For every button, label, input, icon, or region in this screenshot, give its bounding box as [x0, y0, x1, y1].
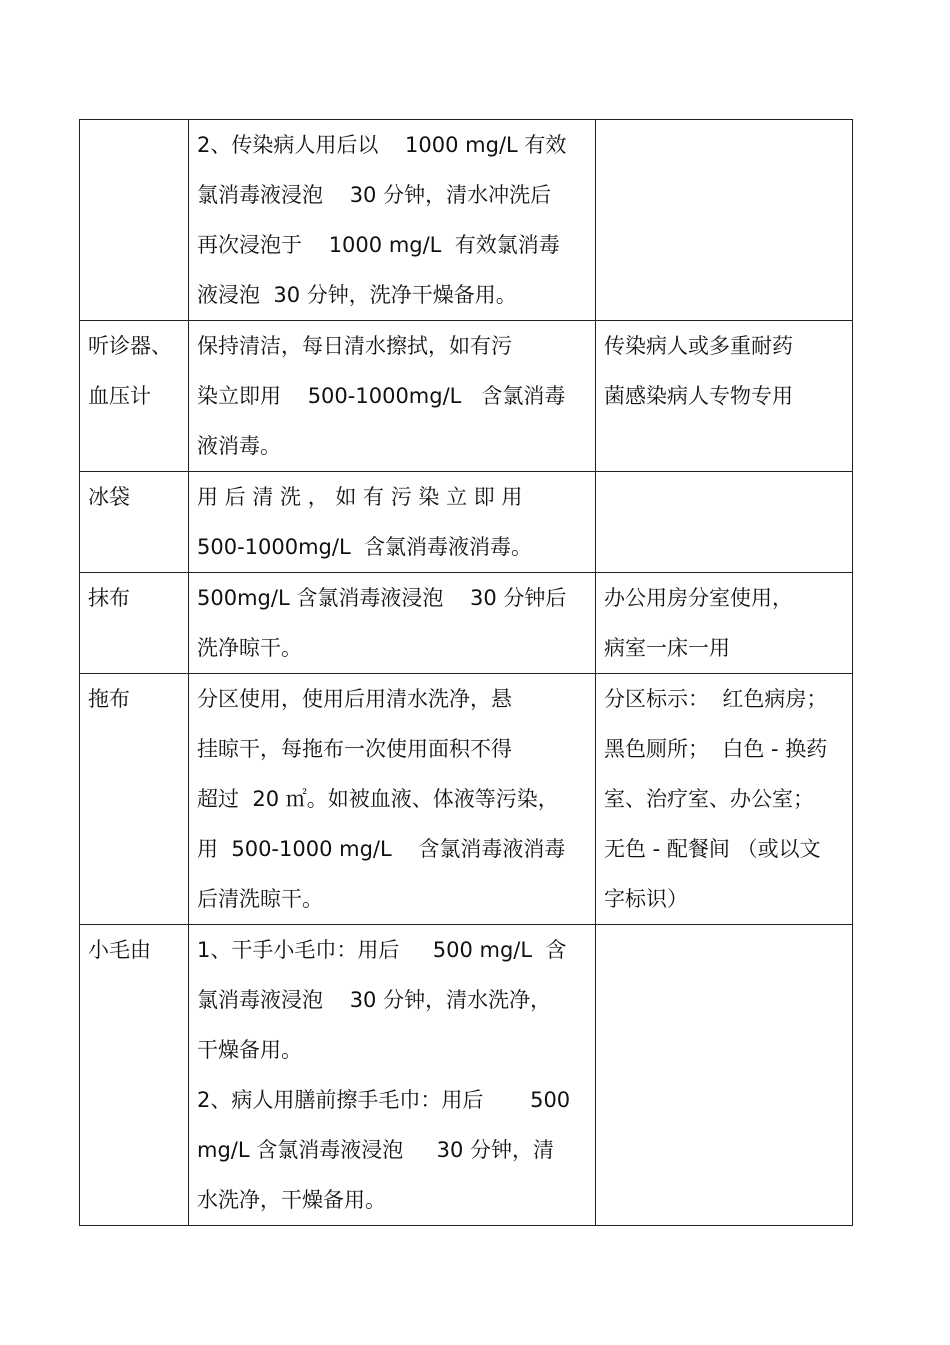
cell-text-line: 挂晾干，每拖布一次使用面积不得: [197, 737, 512, 761]
cell-text-line: 分区标示： 红色病房；: [604, 687, 828, 711]
cell-text-line: 2、传染病人用后以 1000 mg/L 有效: [197, 133, 567, 157]
note-cell: [596, 674, 853, 925]
table-row: [80, 674, 853, 925]
cell-text-line: 500mg/L 含氯消毒液浸泡 30 分钟后: [197, 586, 567, 610]
method-cell: [189, 120, 596, 321]
cell-text-line: 冰袋: [88, 485, 130, 509]
cell-text-line: 病室一床一用: [604, 636, 730, 660]
table-row: [80, 573, 853, 674]
item-cell: [80, 472, 189, 573]
note-cell: [596, 120, 853, 321]
disinfection-table: [79, 119, 853, 1226]
method-cell: [189, 925, 596, 1226]
cell-text-line: 室、治疗室、办公室；: [604, 787, 814, 811]
table-row: [80, 120, 853, 321]
cell-text-line: 氯消毒液浸泡 30 分钟，清水冲洗后: [197, 183, 552, 207]
cell-text-line: 洗净晾干。: [197, 636, 302, 660]
cell-text-line: 无色 - 配餐间 （或以文: [604, 837, 821, 861]
method-cell: [189, 321, 596, 472]
cell-text-line: 液浸泡 30 分钟，洗净干燥备用。: [197, 283, 517, 307]
item-cell: [80, 674, 189, 925]
item-cell: [80, 321, 189, 472]
cell-text-line: 抹布: [88, 586, 130, 610]
table-row: [80, 321, 853, 472]
note-cell: [596, 925, 853, 1226]
cell-text-line: 500-1000mg/L 含氯消毒液消毒。: [197, 535, 533, 559]
cell-text-line: 字标识）: [604, 887, 688, 911]
table-row: [80, 925, 853, 1226]
table-row: [80, 472, 853, 573]
cell-text-line: 氯消毒液浸泡 30 分钟，清水洗净，: [197, 988, 552, 1012]
empty-line: [604, 120, 844, 170]
table-body: [80, 120, 853, 1226]
cell-text-line: 拖布: [88, 687, 130, 711]
cell-text-line: 超过 20 ㎡。如被血液、体液等污染，: [197, 787, 559, 811]
cell-text-line: 办公用房分室使用，: [604, 586, 793, 610]
cell-text-line: 传染病人或多重耐药: [604, 334, 793, 358]
item-cell: [80, 925, 189, 1226]
cell-text-line: 2、病人用膳前擦手毛巾：用后 500: [197, 1088, 571, 1112]
cell-text-line: 黑色厕所； 白色 - 换药: [604, 737, 828, 761]
cell-text-line: mg/L 含氯消毒液浸泡 30 分钟，清: [197, 1138, 555, 1162]
cell-text-line: 再次浸泡于 1000 mg/L 有效氯消毒: [197, 233, 560, 257]
note-cell: [596, 321, 853, 472]
cell-text-line: 听诊器、: [88, 334, 172, 358]
cell-text-line: 血压计: [88, 384, 151, 408]
item-cell: [80, 573, 189, 674]
method-cell: [189, 472, 596, 573]
method-cell: [189, 674, 596, 925]
cell-text-line: 菌感染病人专物专用: [604, 384, 793, 408]
cell-text-line: 1、干手小毛巾：用后 500 mg/L 含: [197, 938, 567, 962]
cell-text-line: 液消毒。: [197, 434, 281, 458]
note-cell: [596, 573, 853, 674]
empty-line: [604, 925, 844, 975]
cell-text-line: 干燥备用。: [197, 1038, 302, 1062]
cell-text-line: 后清洗晾干。: [197, 887, 323, 911]
note-cell: [596, 472, 853, 573]
cell-text-line: 水洗净，干燥备用。: [197, 1188, 386, 1212]
cell-text-line: 用 500-1000 mg/L 含氯消毒液消毒: [197, 837, 566, 861]
empty-line: [88, 120, 180, 170]
cell-text-line: 保持清洁，每日清水擦拭，如有污: [197, 334, 512, 358]
item-cell: [80, 120, 189, 321]
cell-text-line: 染立即用 500-1000mg/L 含氯消毒: [197, 384, 566, 408]
cell-text-line: 用 后 清 洗 ， 如 有 污 染 立 即 用: [197, 485, 523, 509]
cell-text-line: 小毛由: [88, 938, 151, 962]
method-cell: [189, 573, 596, 674]
cell-text-line: 分区使用，使用后用清水洗净，悬: [197, 687, 512, 711]
empty-line: [604, 472, 844, 522]
